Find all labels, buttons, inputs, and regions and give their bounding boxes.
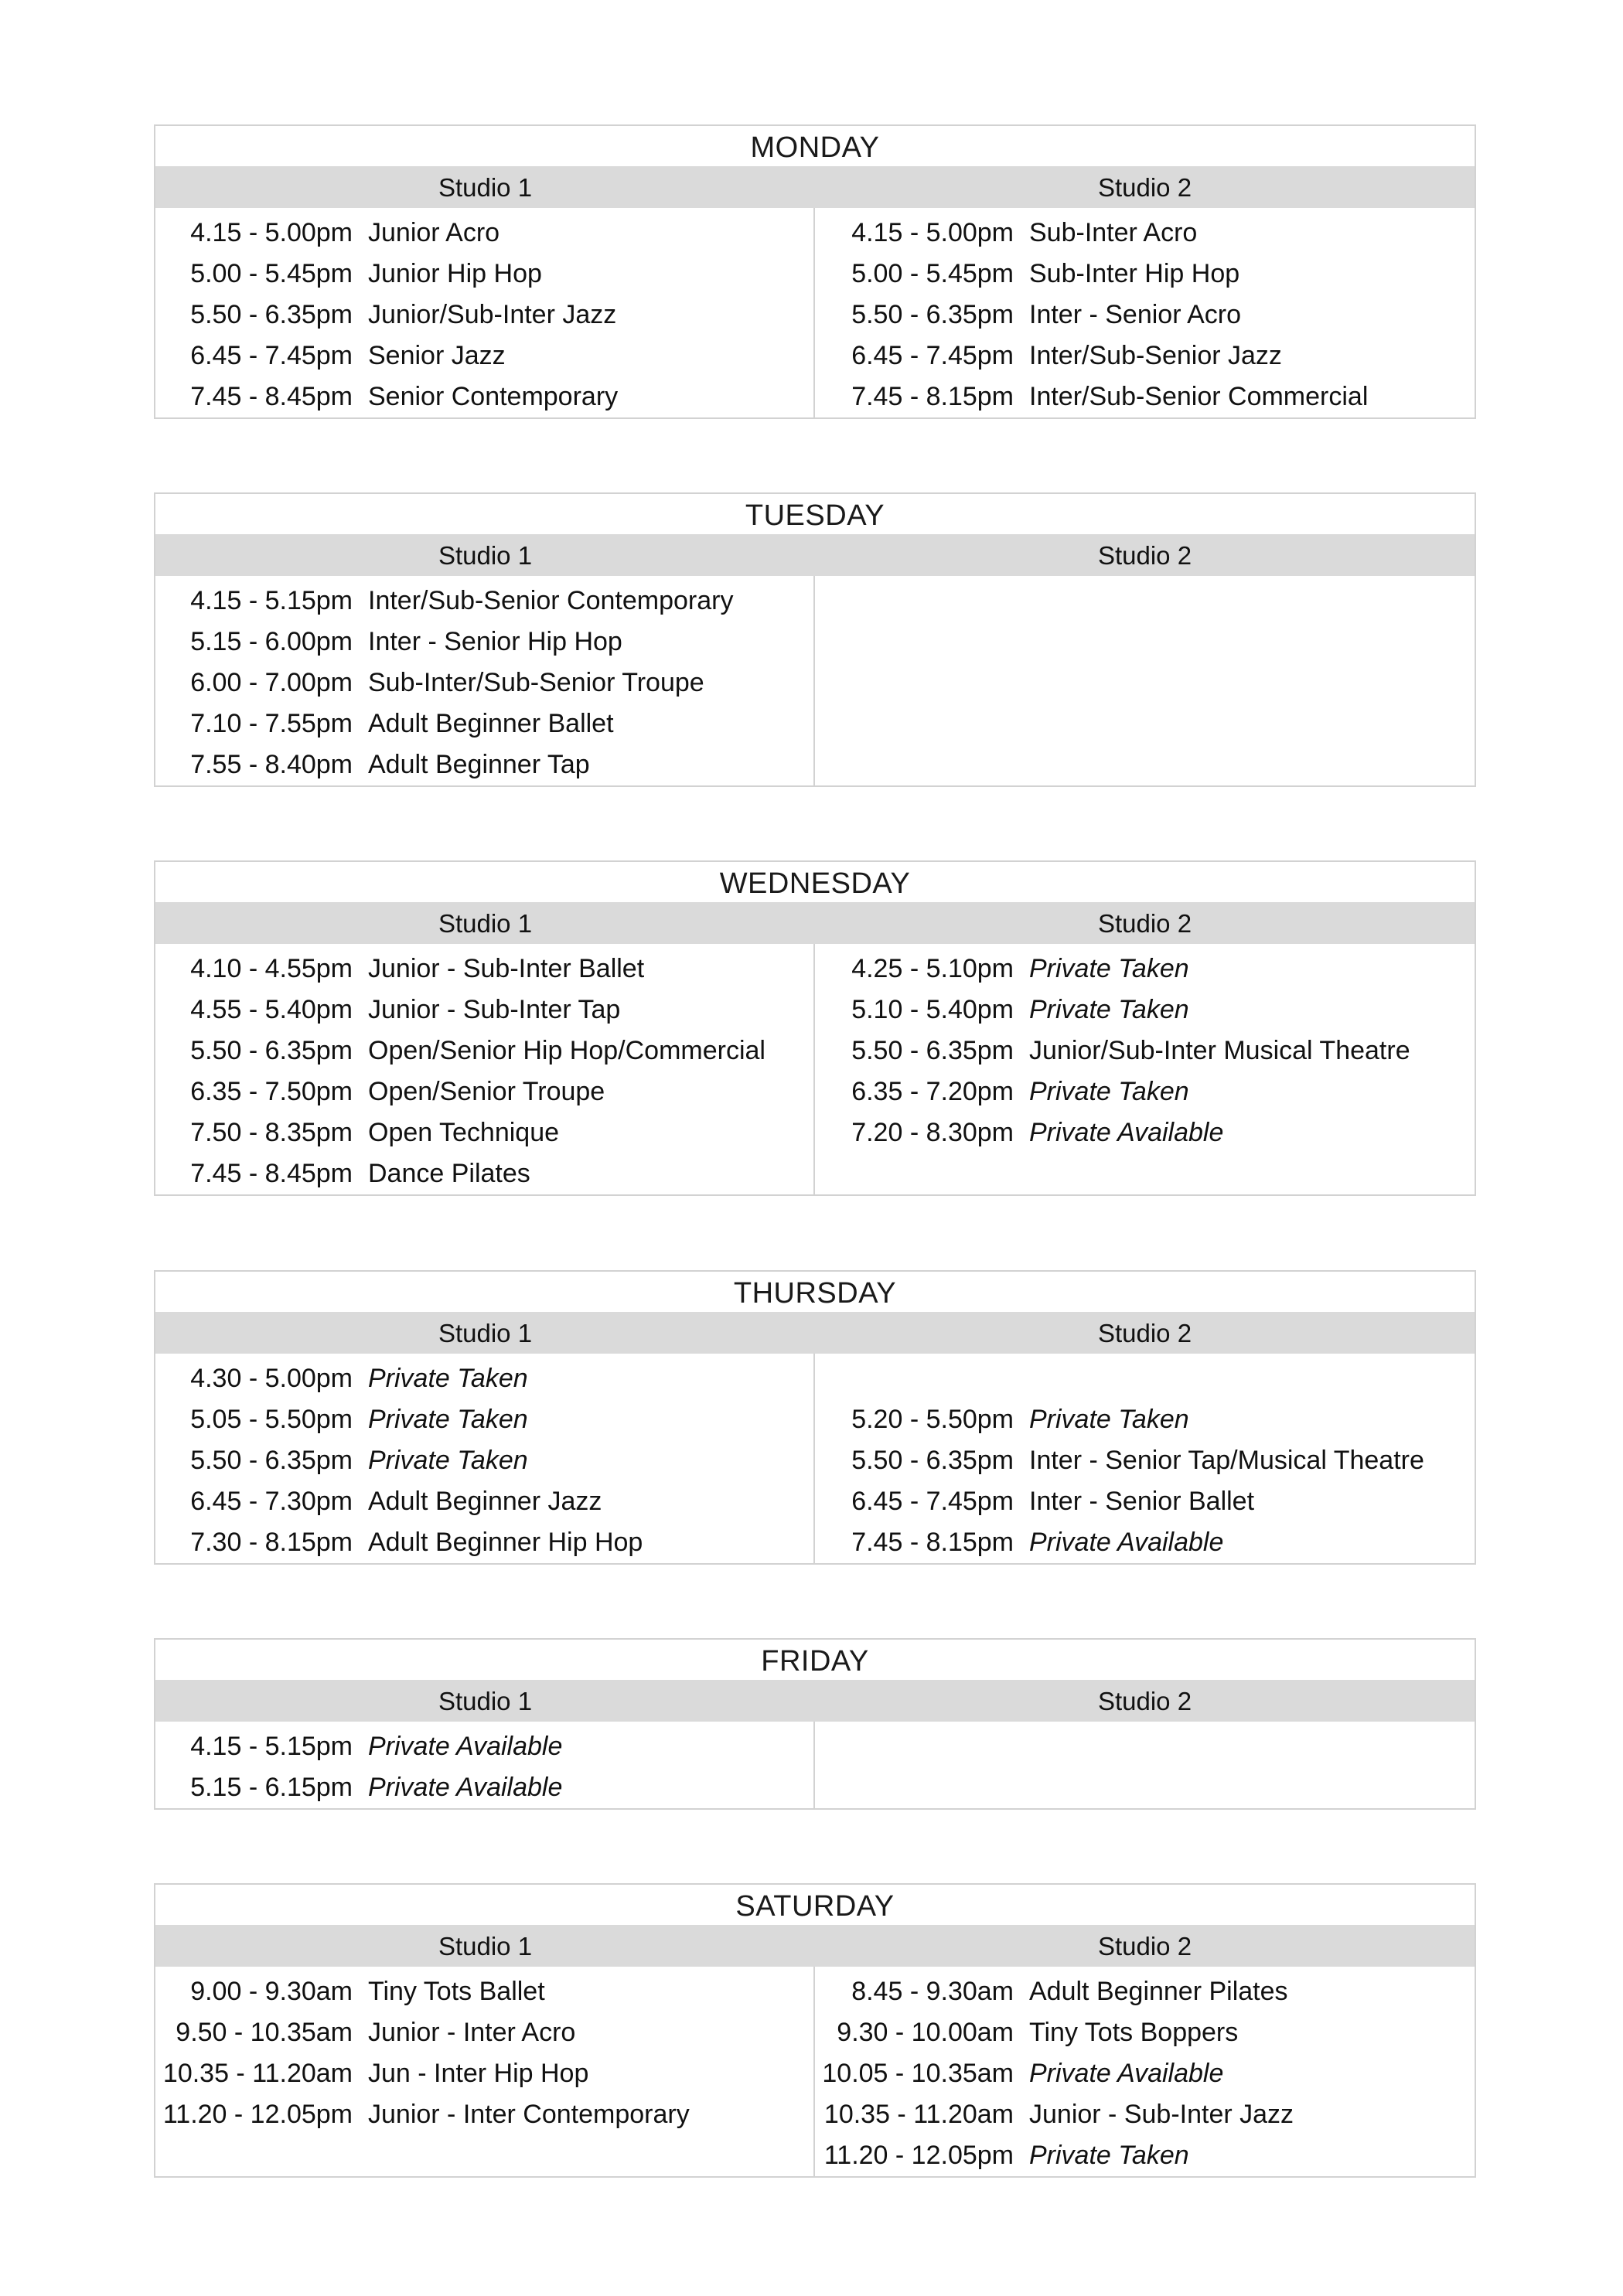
class-slot [815, 1358, 1475, 1399]
class-slot [815, 336, 1475, 376]
day-title: SATURDAY [735, 1890, 895, 1923]
class-slot [155, 1971, 813, 2012]
class-name: Private Available [1029, 1528, 1224, 1557]
class-name: Private Taken [368, 1364, 528, 1393]
class-name: Private Available [1029, 1118, 1224, 1147]
studio2-schedule [815, 1722, 1475, 1808]
class-slot [155, 2094, 813, 2135]
class-name: Sub-Inter Acro [1029, 218, 1198, 247]
day-table-saturday [154, 1883, 1476, 2178]
studio1-schedule [155, 208, 815, 417]
class-slot [815, 1522, 1475, 1563]
class-time: 6.00 - 7.00pm [190, 668, 353, 697]
studio2-schedule [815, 944, 1475, 1194]
class-name: Inter/Sub-Senior Jazz [1029, 341, 1282, 370]
class-time: 9.50 - 10.35am [176, 2018, 353, 2047]
class-time: 4.15 - 5.15pm [190, 586, 353, 615]
class-time: 7.20 - 8.30pm [851, 1118, 1014, 1147]
class-name: Inter/Sub-Senior Contemporary [368, 586, 734, 615]
studio-2-header: Studio 2 [1097, 1319, 1192, 1347]
day-title: WEDNESDAY [719, 867, 911, 900]
class-time: 5.00 - 5.45pm [851, 259, 1014, 288]
class-name: Junior - Inter Contemporary [368, 2100, 690, 2129]
class-slot [155, 581, 813, 622]
day-table-monday [154, 124, 1476, 419]
class-name: Adult Beginner Ballet [368, 709, 614, 738]
studio-columns [155, 208, 1475, 417]
studio-2-header: Studio 2 [1097, 541, 1192, 570]
studio-columns [155, 944, 1475, 1194]
class-time: 5.50 - 6.35pm [851, 1036, 1014, 1065]
studio-2-header: Studio 2 [1097, 173, 1192, 202]
class-name: Private Taken [1029, 995, 1189, 1024]
class-time: 7.50 - 8.35pm [190, 1118, 353, 1147]
class-name: Tiny Tots Boppers [1029, 2018, 1239, 2047]
class-time: 7.45 - 8.45pm [190, 1159, 353, 1188]
class-slot [155, 1440, 813, 1481]
class-name: Inter - Senior Ballet [1029, 1487, 1255, 1516]
studio-columns [155, 576, 1475, 785]
class-time: 7.45 - 8.15pm [851, 1528, 1014, 1557]
class-slot [155, 1358, 813, 1399]
class-time: 6.45 - 7.45pm [851, 1487, 1014, 1516]
class-slot [815, 376, 1475, 417]
day-table-tuesday [154, 492, 1476, 787]
class-name: Jun - Inter Hip Hop [368, 2059, 589, 2088]
class-time: 6.45 - 7.45pm [851, 341, 1014, 370]
class-slot [155, 990, 813, 1030]
class-slot [815, 2012, 1475, 2053]
class-time: 4.15 - 5.00pm [190, 218, 353, 247]
studio-1-header: Studio 1 [438, 1687, 533, 1715]
class-slot [155, 622, 813, 663]
class-name: Inter - Senior Tap/Musical Theatre [1029, 1446, 1424, 1475]
class-slot [155, 949, 813, 990]
class-time: 5.50 - 6.35pm [851, 1446, 1014, 1475]
class-slot [815, 990, 1475, 1030]
class-name: Private Available [1029, 2059, 1224, 2088]
class-time: 6.45 - 7.30pm [190, 1487, 353, 1516]
studio1-schedule [155, 1967, 815, 2176]
class-name: Private Available [368, 1732, 563, 1761]
class-name: Private Taken [368, 1446, 528, 1475]
class-time: 9.00 - 9.30am [190, 1977, 353, 2006]
class-slot [155, 744, 813, 785]
class-name: Sub-Inter Hip Hop [1029, 259, 1240, 288]
class-time: 4.30 - 5.00pm [190, 1364, 353, 1393]
studio-1-header: Studio 1 [438, 909, 533, 938]
class-time: 4.15 - 5.15pm [190, 1732, 353, 1761]
class-time: 10.35 - 11.20am [823, 2100, 1014, 2129]
class-time: 5.50 - 6.35pm [851, 300, 1014, 329]
studio1-schedule [155, 576, 815, 785]
class-slot [815, 2053, 1475, 2094]
class-slot [155, 663, 813, 703]
class-slot [155, 1481, 813, 1522]
class-time: 4.25 - 5.10pm [851, 954, 1014, 983]
class-slot [155, 1767, 813, 1808]
class-name: Junior - Sub-Inter Ballet [368, 954, 645, 983]
class-time: 7.45 - 8.45pm [190, 382, 353, 411]
class-name: Open Technique [368, 1118, 560, 1147]
class-time: 6.45 - 7.45pm [190, 341, 353, 370]
class-name: Senior Jazz [368, 341, 506, 370]
class-time: 11.20 - 12.05pm [823, 2141, 1014, 2170]
class-name: Inter/Sub-Senior Commercial [1029, 382, 1369, 411]
class-time: 10.05 - 10.35am [822, 2059, 1014, 2088]
class-slot [815, 2094, 1475, 2135]
studio-header-row [155, 1680, 1475, 1722]
studio-1-header: Studio 1 [438, 541, 533, 570]
class-slot [155, 1726, 813, 1767]
class-name: Adult Beginner Hip Hop [368, 1528, 643, 1557]
class-name: Inter - Senior Acro [1029, 300, 1242, 329]
class-time: 7.55 - 8.40pm [190, 750, 353, 779]
studio-header-row [155, 902, 1475, 944]
class-time: 4.10 - 4.55pm [190, 954, 353, 983]
class-name: Junior Acro [368, 218, 500, 247]
class-name: Senior Contemporary [368, 382, 619, 411]
studio1-schedule [155, 1722, 815, 1808]
class-slot [815, 295, 1475, 336]
class-slot [815, 1030, 1475, 1071]
class-time: 6.35 - 7.50pm [190, 1077, 353, 1106]
class-slot [815, 1440, 1475, 1481]
class-name: Adult Beginner Jazz [368, 1487, 602, 1516]
day-table-friday [154, 1638, 1476, 1810]
class-time: 5.20 - 5.50pm [851, 1405, 1014, 1434]
class-name: Junior - Sub-Inter Jazz [1029, 2100, 1294, 2129]
class-slot [155, 1522, 813, 1563]
studio1-schedule [155, 1354, 815, 1563]
class-slot [155, 336, 813, 376]
class-name: Tiny Tots Ballet [368, 1977, 545, 2006]
class-time: 5.00 - 5.45pm [190, 259, 353, 288]
class-time: 6.35 - 7.20pm [851, 1077, 1014, 1106]
class-name: Private Available [368, 1773, 563, 1802]
class-name: Inter - Senior Hip Hop [368, 627, 622, 656]
class-name: Private Taken [1029, 2141, 1189, 2170]
class-slot [155, 2053, 813, 2094]
class-slot [815, 1481, 1475, 1522]
class-name: Junior - Inter Acro [368, 2018, 576, 2047]
class-slot [155, 254, 813, 295]
class-slot [155, 376, 813, 417]
studio2-schedule [815, 1354, 1475, 1563]
class-slot [155, 1153, 813, 1194]
studio-header-row [155, 166, 1475, 208]
class-slot [815, 2135, 1475, 2176]
studio-header-row [155, 1925, 1475, 1967]
class-slot [155, 1399, 813, 1440]
day-title: TUESDAY [745, 499, 885, 532]
class-name: Private Taken [1029, 1077, 1189, 1106]
day-table-wednesday [154, 860, 1476, 1196]
class-time: 9.30 - 10.00am [837, 2018, 1014, 2047]
class-time: 4.15 - 5.00pm [851, 218, 1014, 247]
day-table-thursday [154, 1270, 1476, 1565]
class-time: 8.45 - 9.30am [851, 1977, 1014, 2006]
studio-2-header: Studio 2 [1097, 1687, 1192, 1715]
day-title: THURSDAY [733, 1277, 897, 1310]
studio-2-header: Studio 2 [1097, 1932, 1192, 1960]
studio1-schedule [155, 944, 815, 1194]
class-slot [155, 1030, 813, 1071]
day-title: FRIDAY [761, 1645, 869, 1678]
class-slot [155, 1071, 813, 1112]
class-time: 10.35 - 11.20am [162, 2059, 353, 2088]
class-name: Private Taken [1029, 954, 1189, 983]
class-time: 7.10 - 7.55pm [190, 709, 353, 738]
class-name: Adult Beginner Pilates [1029, 1977, 1288, 2006]
class-name: Junior/Sub-Inter Jazz [368, 300, 617, 329]
class-time: 5.50 - 6.35pm [190, 1036, 353, 1065]
studio2-schedule [815, 576, 1475, 785]
studio-header-row [155, 534, 1475, 576]
class-time: 5.10 - 5.40pm [851, 995, 1014, 1024]
class-name: Junior Hip Hop [368, 259, 542, 288]
studio-columns [155, 1722, 1475, 1808]
class-name: Dance Pilates [368, 1159, 530, 1188]
day-title: MONDAY [750, 131, 880, 164]
class-time: 5.05 - 5.50pm [190, 1405, 353, 1434]
class-slot [815, 949, 1475, 990]
class-time: 5.15 - 6.15pm [190, 1773, 353, 1802]
studio-1-header: Studio 1 [438, 1319, 533, 1347]
studio-columns [155, 1967, 1475, 2176]
class-time: 5.50 - 6.35pm [190, 300, 353, 329]
studio2-schedule [815, 208, 1475, 417]
class-slot [155, 213, 813, 254]
class-slot [815, 213, 1475, 254]
class-slot [155, 1112, 813, 1153]
class-slot [155, 703, 813, 744]
class-time: 11.20 - 12.05pm [162, 2100, 353, 2129]
class-name: Private Taken [368, 1405, 528, 1434]
class-name: Open/Senior Hip Hop/Commercial [368, 1036, 765, 1065]
class-slot [815, 1971, 1475, 2012]
class-slot [815, 1112, 1475, 1153]
class-slot [155, 295, 813, 336]
class-slot [155, 2012, 813, 2053]
class-time: 4.55 - 5.40pm [190, 995, 353, 1024]
class-name: Junior - Sub-Inter Tap [368, 995, 621, 1024]
class-slot [815, 254, 1475, 295]
class-time: 7.45 - 8.15pm [851, 382, 1014, 411]
class-name: Adult Beginner Tap [368, 750, 590, 779]
class-name: Sub-Inter/Sub-Senior Troupe [368, 668, 704, 697]
class-slot [815, 1399, 1475, 1440]
class-slot [815, 1071, 1475, 1112]
class-name: Junior/Sub-Inter Musical Theatre [1029, 1036, 1410, 1065]
studio2-schedule [815, 1967, 1475, 2176]
studio-1-header: Studio 1 [438, 1932, 533, 1960]
studio-columns [155, 1354, 1475, 1563]
studio-1-header: Studio 1 [438, 173, 533, 202]
class-name: Open/Senior Troupe [368, 1077, 605, 1106]
class-name: Private Taken [1029, 1405, 1189, 1434]
studio-header-row [155, 1312, 1475, 1354]
studio-2-header: Studio 2 [1097, 909, 1192, 938]
class-time: 5.15 - 6.00pm [190, 627, 353, 656]
class-time: 5.50 - 6.35pm [190, 1446, 353, 1475]
class-time: 7.30 - 8.15pm [190, 1528, 353, 1557]
